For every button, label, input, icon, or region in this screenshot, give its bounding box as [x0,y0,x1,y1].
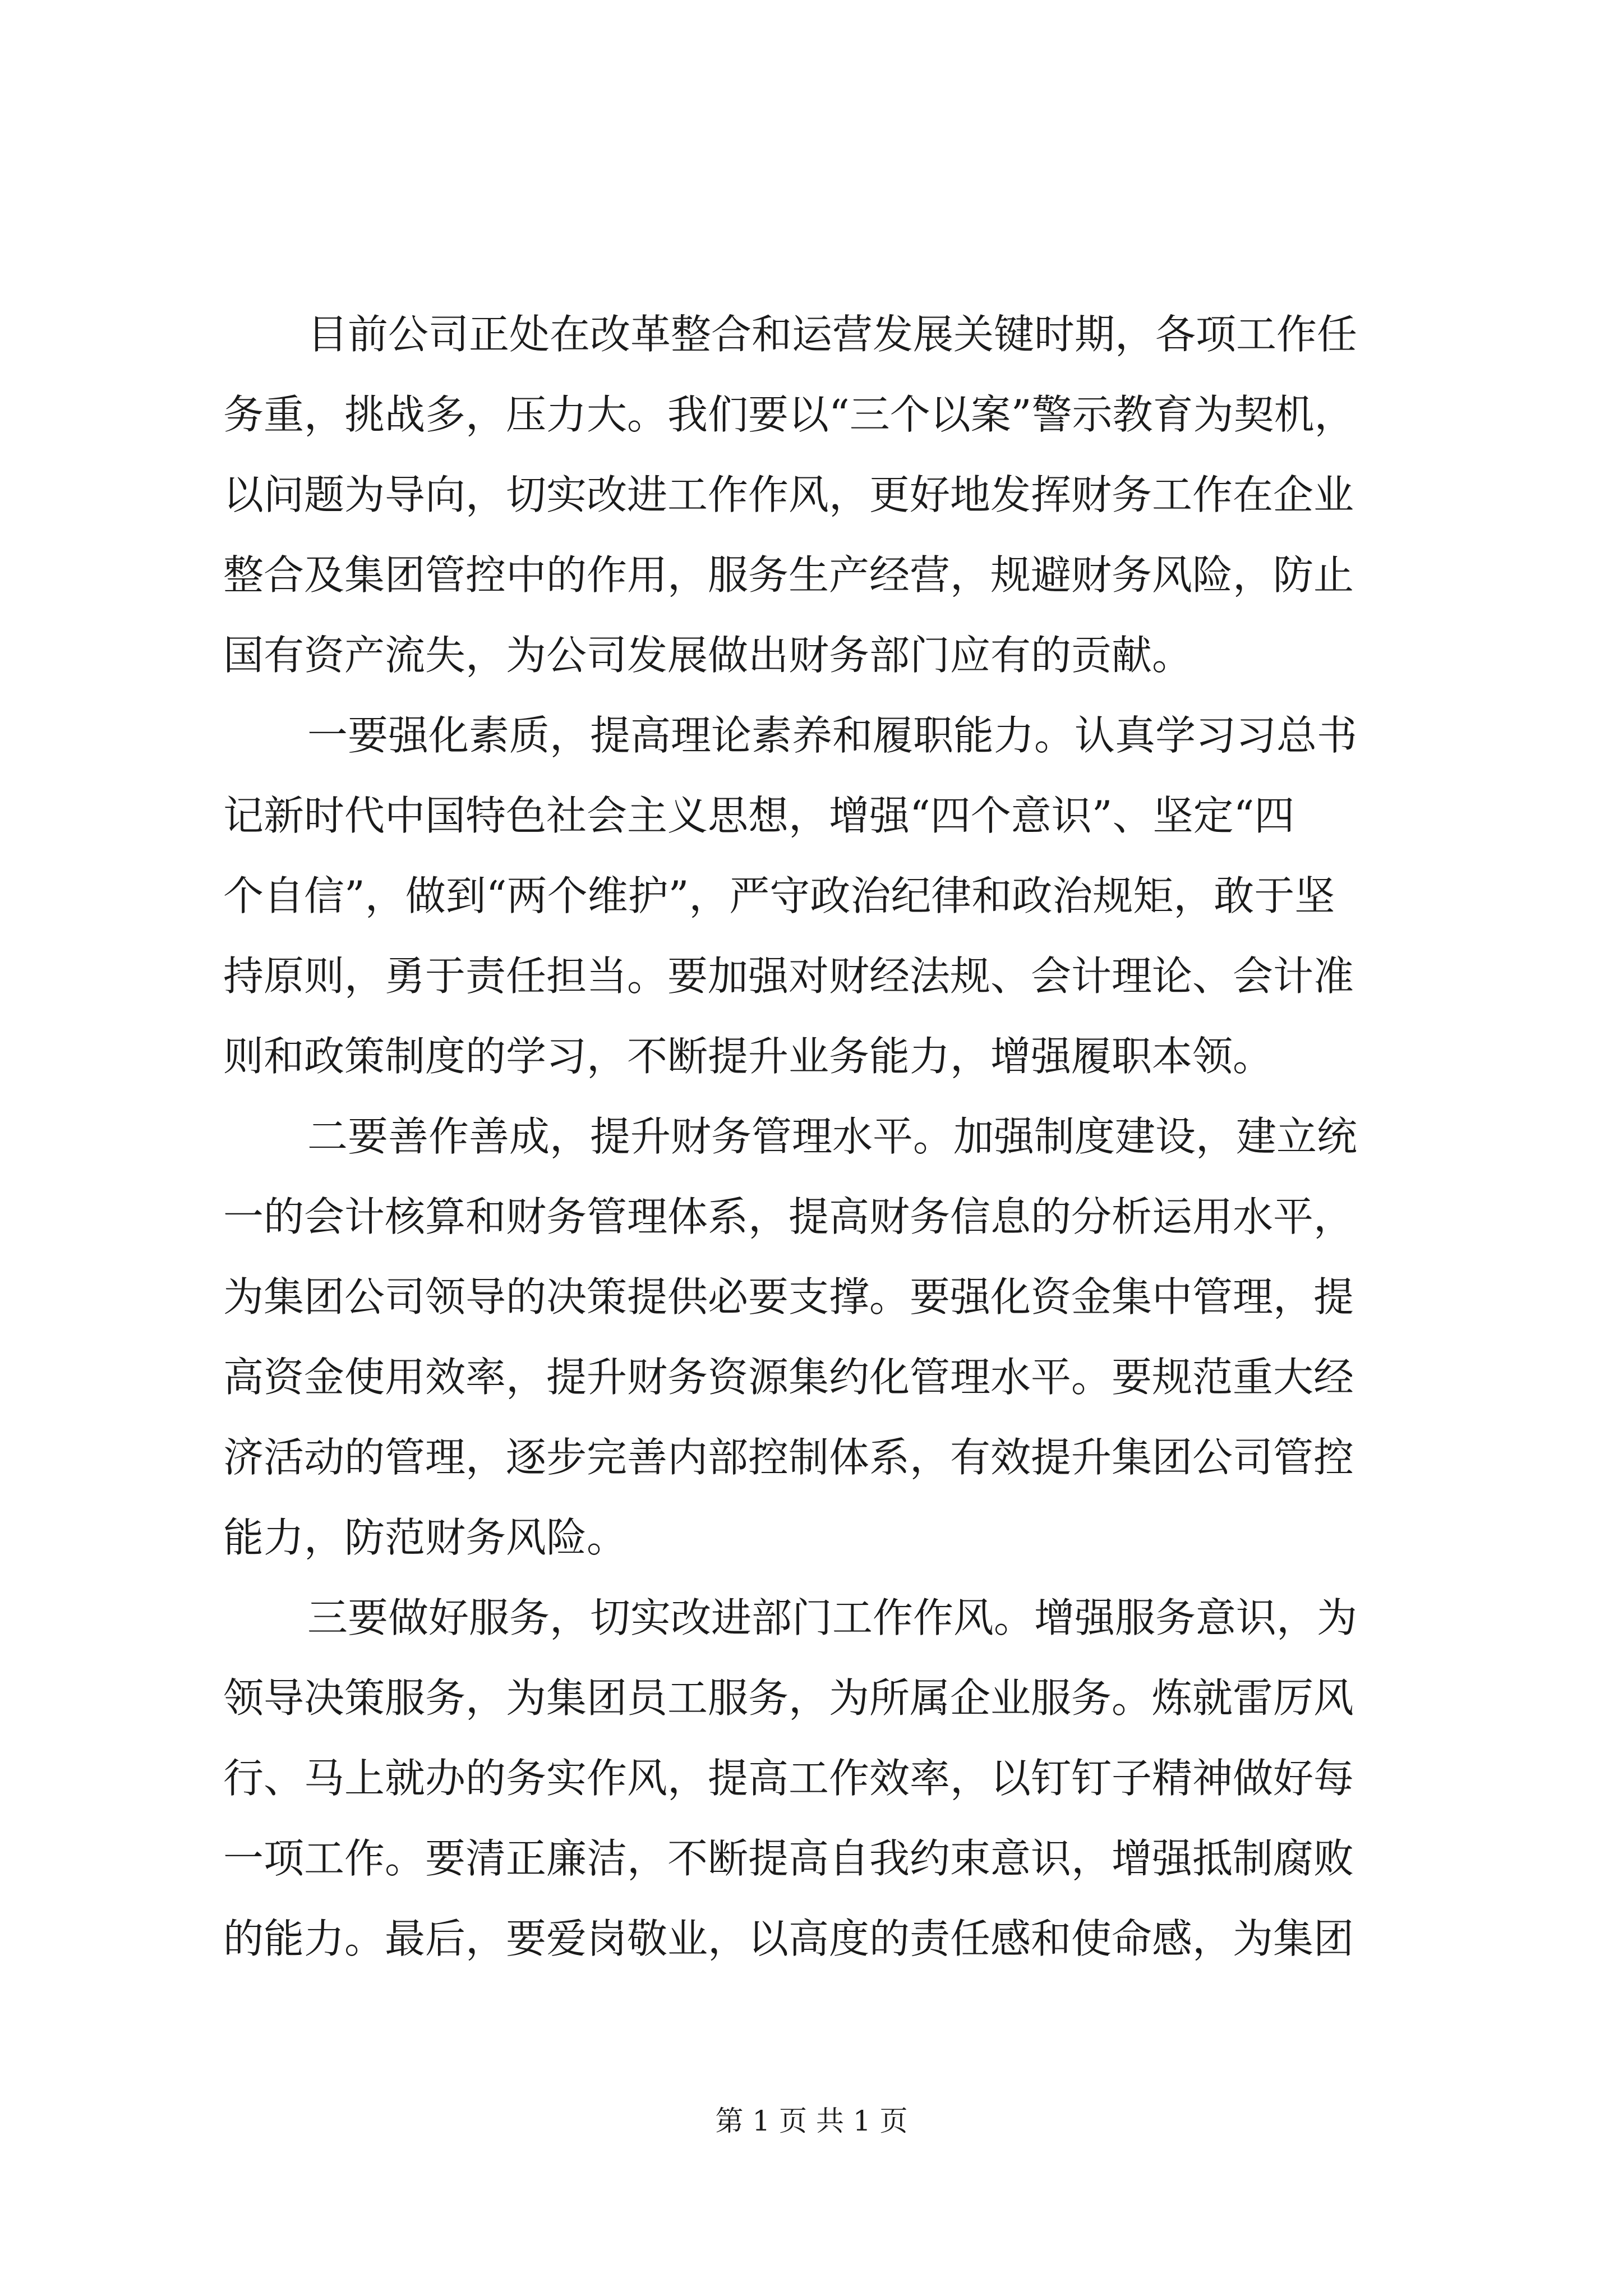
paragraph-2-line-1: 一要强化素质，提高理论素养和履职能力。认真学习习总书 [307,712,1358,759]
paragraph-4-line-2: 领导决策服务，为集团员工服务，为所属企业服务。炼就雷厉风 [223,1674,1354,1722]
paragraph-2-line-2: 记新时代中国特色社会主义思想，增强“四个意识”、坚定“四 [223,792,1295,839]
paragraph-1-line-5: 国有资产流失，为公司发展做出财务部门应有的贡献。 [223,632,1193,679]
paragraph-3-line-2: 一的会计核算和财务管理体系，提高财务信息的分析运用水平， [223,1193,1354,1240]
paragraph-3-line-4: 高资金使用效率，提升财务资源集约化管理水平。要规范重大经 [223,1354,1354,1401]
paragraph-1-line-3: 以问题为导向，切实改进工作作风，更好地发挥财务工作在企业 [223,471,1354,518]
paragraph-1-line-4: 整合及集团管控中的作用，服务生产经营，规避财务风险，防止 [223,551,1354,599]
paragraph-1-line-1: 目前公司正处在改革整合和运营发展关键时期，各项工作任 [307,311,1358,358]
paragraph-4-line-3: 行、马上就办的务实作风，提高工作效率，以钉钉子精神做好每 [223,1755,1354,1802]
paragraph-3-line-3: 为集团公司领导的决策提供必要支撑。要强化资金集中管理，提 [223,1273,1354,1320]
paragraph-3-line-6: 能力，防范财务风险。 [223,1514,628,1561]
paragraph-3-line-5: 济活动的管理，逐步完善内部控制体系，有效提升集团公司管控 [223,1434,1354,1481]
paragraph-4-line-4: 一项工作。要清正廉洁，不断提高自我约束意识，增强抵制腐败 [223,1835,1354,1882]
paragraph-3-line-1: 二要善作善成，提升财务管理水平。加强制度建设，建立统 [307,1113,1358,1160]
page-footer: 第 1 页 共 1 页 [715,2105,908,2137]
paragraph-2-line-5: 则和政策制度的学习，不断提升业务能力，增强履职本领。 [223,1033,1274,1080]
paragraph-2-line-3: 个自信”，做到“两个维护”，严守政治纪律和政治规矩，敢于坚 [223,872,1335,919]
paragraph-2-line-4: 持原则，勇于责任担当。要加强对财经法规、会计理论、会计准 [223,953,1354,1000]
paragraph-4-line-5: 的能力。最后，要爱岗敬业，以高度的责任感和使命感，为集团 [223,1915,1354,1962]
paragraph-4-line-1: 三要做好服务，切实改进部门工作作风。增强服务意识，为 [307,1594,1358,1641]
paragraph-1-line-2: 务重，挑战多，压力大。我们要以“三个以案”警示教育为契机， [223,391,1355,438]
